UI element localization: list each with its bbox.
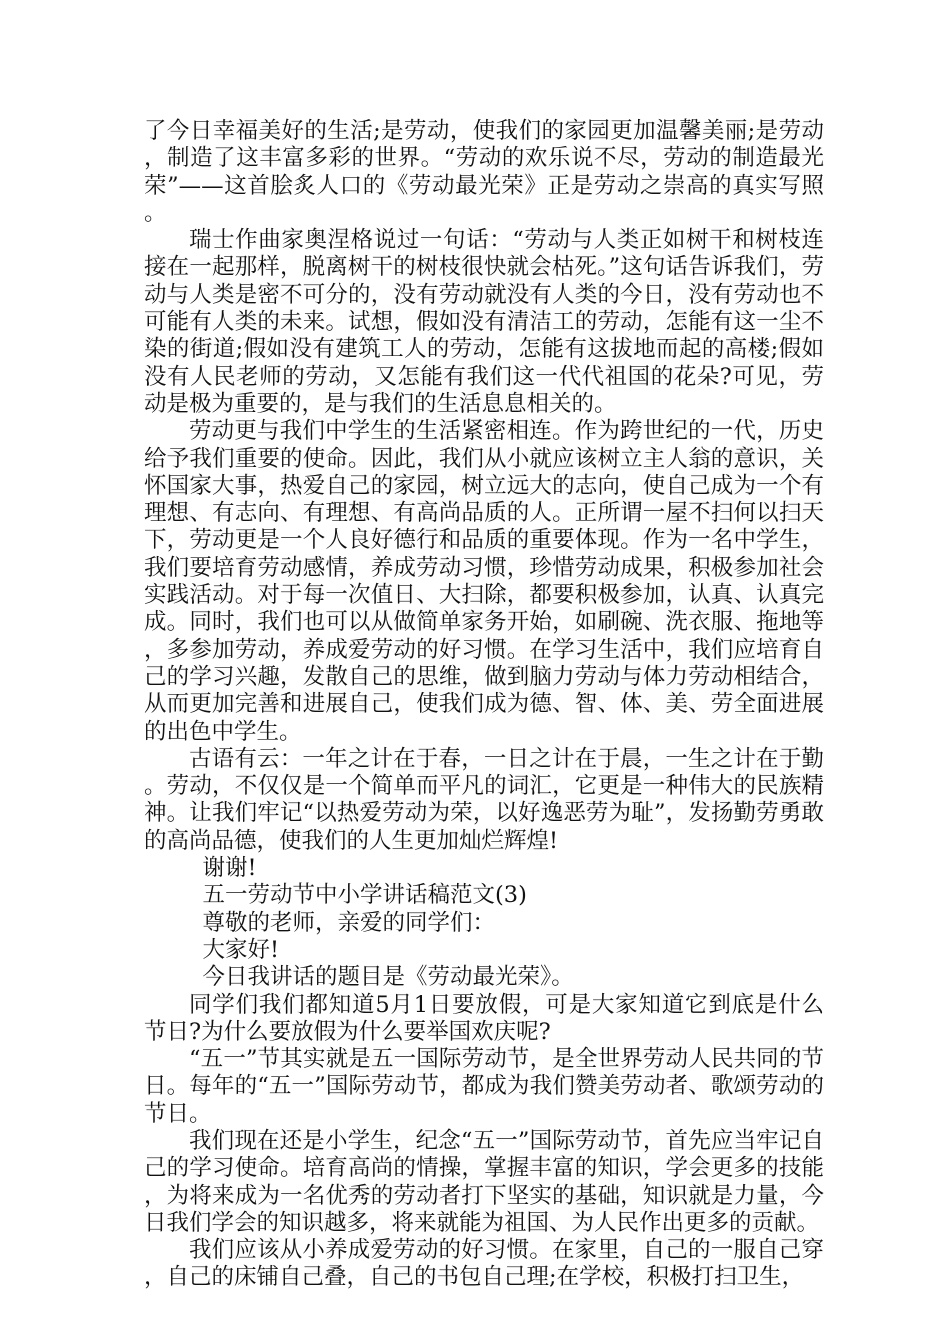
greeting: 大家好!: [202, 936, 280, 963]
salutation: 尊敬的老师，亲爱的同学们：: [202, 909, 496, 936]
paragraph-ancient-saying: 古语有云：一年之计在于春，一日之计在于晨，一生之计在于勤。劳动，不仅仅是一个简单而平凡的词汇，它更是一种伟大的民族精神。让我们牢记“以热爱劳动为荣，以好逸恶劳为耻”，发扬勤劳勇敢的高尚品德，使我们的人生更加灿烂辉煌!: [144, 745, 824, 854]
paragraph-good-habits: 我们应该从小养成爱劳动的好习惯。在家里，自己的一服自己穿，自己的床铺自己叠，自己的书包自己理;在学校，积极打扫卫生，: [144, 1237, 824, 1291]
paragraph-honegger-quote: 瑞士作曲家奥涅格说过一句话：“劳动与人类正如树干和树枝连接在一起那样，脱离树干的树枝很快就会枯死。”这句话告诉我们，劳动与人类是密不可分的，没有劳动就没有人类的今日，没有劳动也不可能有人类的未来。试想，假如没有清洁工的劳动，怎能有这一尘不染的街道;假如没有建筑工人的劳动，怎能有这拔地而起的高楼;假如没有人民老师的劳动，又怎能有我们这一代代祖国的花朵?可见，劳动是极为重要的，是与我们的生活息息相关的。: [144, 227, 824, 417]
speech-topic: 今日我讲话的题目是《劳动最光荣》。: [202, 964, 574, 991]
thanks-line: 谢谢!: [202, 855, 257, 882]
paragraph-study-mission: 我们现在还是小学生，纪念“五一”国际劳动节，首先应当牢记自己的学习使命。培育高尚的情操，掌握丰富的知识，学会更多的技能，为将来成为一名优秀的劳动者打下坚实的基础，知识就是力量，今日我们学会的知识越多，将来就能为祖国、为人民作出更多的贡献。: [144, 1127, 824, 1236]
document-body: [144, 118, 824, 1292]
paragraph-labor-day-meaning: “五一”节其实就是五一国际劳动节，是全世界劳动人民共同的节日。每年的“五一”国际劳动节，都成为我们赞美劳动者、歌颂劳动的节日。: [144, 1046, 824, 1127]
paragraph-continued: 了今日幸福美好的生活;是劳动，使我们的家园更加温馨美丽;是劳动，制造了这丰富多彩的世界。“劳动的欢乐说不尽，劳动的制造最光荣”——这首脍炙人口的《劳动最光荣》正是劳动之崇高的真实写照。: [144, 118, 824, 226]
section-title: 五一劳动节中小学讲话稿范文(3): [202, 882, 527, 909]
paragraph-may-first-holiday: 同学们我们都知道5月1日要放假，可是大家知道它到底是什么节日?为什么要放假为什么要举国欢庆呢?: [144, 991, 824, 1045]
paragraph-middle-school-students: 劳动更与我们中学生的生活紧密相连。作为跨世纪的一代，历史给予我们重要的使命。因此，我们从小就应该树立主人翁的意识，关怀国家大事，热爱自己的家园，树立远大的志向，使自己成为一个有理想、有志向、有理想、有高尚品质的人。正所谓一屋不扫何以扫天下，劳动更是一个人良好德行和品质的重要体现。作为一名中学生，我们要培育劳动感情，养成劳动习惯，珍惜劳动成果，积极参加社会实践活动。对于每一次值日、大扫除，都要积极参加，认真、认真完成。同时，我们也可以从做简单家务开始，如刷碗、洗衣服、拖地等，多参加劳动，养成爱劳动的好习惯。在学习生活中，我们应培育自己的学习兴趣，发散自己的思维，做到脑力劳动与体力劳动相结合，从而更加完善和进展自己，使我们成为德、智、体、美、劳全面进展的出色中学生。: [144, 418, 824, 745]
